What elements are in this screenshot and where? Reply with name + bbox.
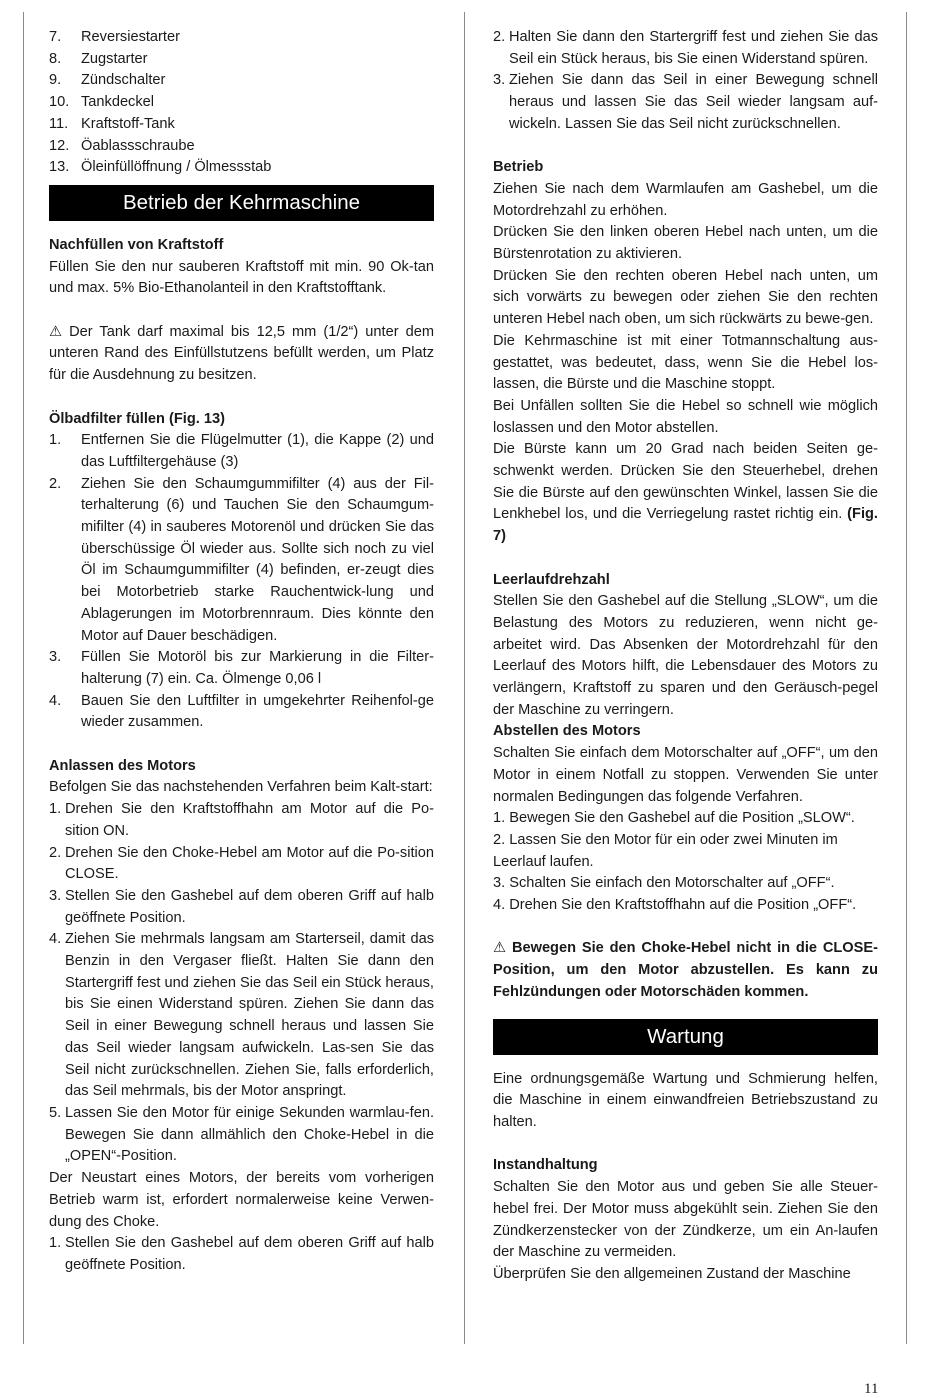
item-number: 3. bbox=[493, 72, 506, 89]
figure-reference: (Fig. 7) bbox=[493, 506, 878, 545]
column-divider bbox=[464, 12, 465, 1344]
swivel-text: Die Bürste kann um 20 Grad nach beiden Seiten ge-schwenkt werden. Drücken Sie den Steuerhebel, drehen Sie die Bürste auf den gewünschten Winkel, lassen Sie die Lenkhebel los, und die Verriegelung rastet richtig ein. bbox=[493, 441, 878, 523]
engine-stop-text: Schalten Sie einfach dem Motorschalter auf „OFF“, um den Motor in einem Notfall zu stoppen. Verwenden Sie unter normalen Bedingungen das folgende Verfahren. bbox=[493, 745, 878, 805]
item-text: Zugstarter bbox=[81, 50, 148, 67]
item-number: 2. bbox=[49, 844, 62, 861]
engine-start-steps bbox=[49, 799, 434, 1168]
list-item bbox=[49, 70, 434, 92]
restart-text: Der Neustart eines Motors, der bereits vom vorherigen Betrieb warm ist, erfordert normalerweise keine Verwen-dung des Choke. bbox=[49, 1170, 434, 1230]
item-number: 4. bbox=[49, 692, 62, 709]
list-item bbox=[49, 1103, 434, 1168]
item-text: Drehen Sie den Kraftstoffhahn am Motor auf die Po-sition ON. bbox=[65, 801, 434, 839]
item-text: Zündschalter bbox=[81, 72, 166, 89]
item-text: Öleinfüllöffnung / Ölmessstab bbox=[81, 159, 272, 176]
engine-stop-steps bbox=[493, 808, 878, 917]
tank-warning-text: Der Tank darf maximal bis 12,5 mm (1/2“) unter dem unteren Rand des Einfüllstutzens befüllt werden, um Platz für die Ausdehnung zu besitzen. bbox=[49, 323, 434, 384]
item-number: 2. bbox=[493, 831, 506, 848]
item-text: Halten Sie dann den Startergriff fest und ziehen Sie das Seil ein Stück heraus, bis Sie einen Widerstand spüren. bbox=[509, 29, 878, 67]
list-item bbox=[493, 895, 878, 917]
item-number: 2. bbox=[493, 29, 506, 45]
list-item bbox=[49, 843, 434, 886]
section-band-operation: Betrieb der Kehrmaschine bbox=[49, 185, 434, 221]
item-number: 9. bbox=[49, 72, 62, 89]
item-number: 8. bbox=[49, 50, 62, 67]
operation-paragraph: Drücken Sie den rechten oberen Hebel nach unten, um sich vorwärts zu bewegen oder ziehen Sie den rechten unteren Hebel nach oben, um sich rückwärts zu bewe-gen. bbox=[493, 267, 878, 328]
list-item bbox=[49, 157, 434, 179]
warning-icon: ⚠ bbox=[49, 323, 63, 340]
list-item bbox=[49, 1233, 434, 1276]
operation-paragraph: Die Kehrmaschine ist mit einer Totmannschaltung aus-gestattet, was bedeutet, dass, wenn Sie die Hebel los-lassen, die Bürste und die Maschine stoppt. bbox=[493, 332, 878, 393]
list-item bbox=[49, 799, 434, 842]
list-item bbox=[49, 114, 434, 136]
item-text: Lassen Sie den Motor für ein oder zwei Minuten im Leerlauf laufen. bbox=[493, 831, 838, 870]
refuel-heading: Nachfüllen von Kraftstoff bbox=[49, 236, 224, 253]
item-text: Stellen Sie den Gashebel auf dem oberen Griff auf halb geöffnete Position. bbox=[65, 1235, 434, 1273]
section-band-maintenance: Wartung bbox=[493, 1019, 878, 1055]
item-number: 12. bbox=[49, 137, 70, 154]
warning-icon: ⚠ bbox=[493, 940, 507, 957]
operation-paragraph: Bei Unfällen sollten Sie die Hebel so schnell wie möglich loslassen und den Motor abstellen. bbox=[493, 397, 878, 436]
list-item bbox=[49, 27, 434, 49]
item-number: 11. bbox=[49, 115, 69, 132]
list-item bbox=[493, 808, 878, 830]
idle-text: Stellen Sie den Gashebel auf die Stellung „SLOW“, um die Belastung des Motors zu reduzieren, wenn nicht ge-arbeitet wird. Das Absenken der Motordrehzahl für den Leerlauf des Motors hilft, die Lebensdauer des Motors zu verlängern, Kraftstoff zu sparen und den Geräusch-pegel der Maschine zu verringern. bbox=[493, 593, 878, 718]
item-number: 3. bbox=[49, 649, 62, 666]
brush-swivel-text bbox=[493, 439, 878, 548]
item-number: 1. bbox=[493, 810, 506, 827]
item-number: 2. bbox=[49, 475, 62, 492]
oil-filter-heading: Ölbadfilter füllen (Fig. 13) bbox=[49, 410, 225, 427]
upkeep-text-continued: Überprüfen Sie den allgemeinen Zustand der Maschine bbox=[493, 1265, 851, 1282]
maintenance-text: Eine ordnungsgemäße Wartung und Schmierung helfen, die Maschine in einem einwandfreien Betriebszustand zu halten. bbox=[493, 1070, 878, 1130]
item-number: 1. bbox=[49, 432, 62, 449]
operation-paragraph: Ziehen Sie nach dem Warmlaufen am Gashebel, um die Motordrehzahl zu erhöhen. bbox=[493, 180, 878, 219]
continued-steps bbox=[493, 27, 878, 136]
engine-start-heading: Anlassen des Motors bbox=[49, 757, 196, 774]
item-text: Drehen Sie den Choke-Hebel am Motor auf die Po-sition CLOSE. bbox=[65, 844, 434, 883]
item-text: Tankdeckel bbox=[81, 94, 155, 111]
upkeep-heading: Instandhaltung bbox=[493, 1157, 598, 1174]
item-text: Füllen Sie Motoröl bis zur Markierung in die Filter-halterung (7) ein. Ca. Ölmenge 0,06 l bbox=[81, 649, 434, 687]
choke-warning-text: Bewegen Sie den Choke-Hebel nicht in die CLOSE-Position, um den Motor abzustellen. Es kann zu Fehlzündungen oder Motorschäden kommen. bbox=[493, 940, 878, 1000]
list-item bbox=[49, 92, 434, 114]
engine-stop-heading: Abstellen des Motors bbox=[493, 723, 641, 740]
list-item bbox=[49, 430, 434, 473]
item-text: Stellen Sie den Gashebel auf dem oberen Griff auf halb geöffnete Position. bbox=[65, 887, 434, 926]
right-margin-rule bbox=[906, 12, 907, 1344]
list-item bbox=[49, 691, 434, 734]
list-item bbox=[49, 49, 434, 71]
idle-heading: Leerlaufdrehzahl bbox=[493, 571, 610, 588]
list-item bbox=[49, 929, 434, 1103]
item-number: 10. bbox=[49, 94, 70, 111]
tank-warning bbox=[49, 322, 434, 387]
oil-filter-steps bbox=[49, 430, 434, 734]
item-text: Bewegen Sie den Gashebel auf die Position „SLOW“. bbox=[509, 810, 855, 827]
item-number: 4. bbox=[49, 931, 62, 948]
item-text: Drehen Sie den Kraftstoffhahn auf die Position „OFF“. bbox=[509, 897, 857, 914]
item-number: 7. bbox=[49, 29, 62, 45]
list-item bbox=[493, 830, 878, 873]
list-item bbox=[493, 27, 878, 70]
left-column bbox=[49, 27, 434, 1277]
item-text: Ziehen Sie dann das Seil in einer Bewegung schnell heraus und lassen Sie das Seil wieder langsam auf-wickeln. Lassen Sie das Seil nicht zurückschnellen. bbox=[509, 72, 878, 132]
list-item bbox=[49, 886, 434, 929]
left-margin-rule bbox=[23, 12, 24, 1344]
item-text: Bauen Sie den Luftfilter in umgekehrter Reihenfol-ge wieder zusammen. bbox=[81, 692, 434, 731]
item-number: 3. bbox=[49, 887, 62, 904]
item-text: Ziehen Sie mehrmals langsam am Starterseil, damit das Benzin in den Vergaser fließt. Halten Sie dann den Startergriff fest und ziehen Sie das Seil ein Stück heraus, bis Sie einen Widerstand spüren. Ziehen Sie dann das Seil in einer Bewegung schnell heraus und lassen Sie das Seil wieder langsam aufwickeln. Las-sen Sie das Seil nicht zurückschnellen. Ziehen Sie, falls erforderlich, das Seil mehrmals, bis der Motor anspringt. bbox=[65, 931, 434, 1100]
item-number: 13. bbox=[49, 159, 70, 176]
item-number: 1. bbox=[49, 1235, 62, 1252]
list-item bbox=[493, 70, 878, 135]
operation-heading: Betrieb bbox=[493, 159, 544, 176]
parts-list bbox=[49, 27, 434, 179]
list-item bbox=[49, 647, 434, 690]
list-item bbox=[49, 136, 434, 158]
item-text: Reversiestarter bbox=[81, 29, 180, 45]
item-text: Entfernen Sie die Flügelmutter (1), die Kappe (2) und das Luftfiltergehäuse (3) bbox=[81, 432, 434, 470]
operation-paragraph: Drücken Sie den linken oberen Hebel nach unten, um die Bürstenrotation zu aktivieren. bbox=[493, 224, 878, 263]
item-number: 3. bbox=[493, 875, 506, 892]
page-number: 11 bbox=[864, 1381, 879, 1397]
item-text: Lassen Sie den Motor für einige Sekunden warmlau-fen. Bewegen Sie dann allmählich den Choke-Hebel in die „OPEN“-Position. bbox=[65, 1105, 434, 1165]
choke-warning bbox=[493, 938, 878, 1003]
engine-start-intro: Befolgen Sie das nachstehenden Verfahren beim Kalt-start: bbox=[49, 779, 433, 796]
item-text: Kraftstoff-Tank bbox=[81, 115, 175, 132]
item-number: 5. bbox=[49, 1105, 62, 1121]
item-number: 4. bbox=[493, 897, 506, 914]
refuel-text: Füllen Sie den nur sauberen Kraftstoff mit min. 90 Ok-tan und max. 5% Bio-Ethanolanteil in den Kraftstofftank. bbox=[49, 258, 434, 297]
list-item bbox=[49, 474, 434, 648]
item-number: 1. bbox=[49, 801, 62, 818]
item-text: Öablassschraube bbox=[81, 137, 195, 154]
upkeep-text: Schalten Sie den Motor aus und geben Sie alle Steuer-hebel frei. Der Motor muss abgekühlt sein. Ziehen Sie den Zündkerzenstecker von der Zündkerze, um ein An-laufen der Maschine zu vermeiden. bbox=[493, 1179, 878, 1261]
right-column bbox=[493, 27, 878, 1286]
list-item bbox=[493, 873, 878, 895]
item-text: Schalten Sie einfach den Motorschalter auf „OFF“. bbox=[509, 875, 835, 892]
item-text: Ziehen Sie den Schaumgummifilter (4) aus der Fil-terhalterung (6) und Tauchen Sie den Schaumgum-mifilter (4) in sauberes Motorenöl und drücken Sie das überschüssige Öl wieder aus. Sollte sich noch zu viel Öl im Schaumgummifilter (4) befinden, er-zeugt dies bei Motorbetrieb starke Rauchentwick-lung und Ablagerungen im Motorbrennraum. Dies könnte den Motor auf Dauer beschädigen. bbox=[81, 475, 434, 644]
